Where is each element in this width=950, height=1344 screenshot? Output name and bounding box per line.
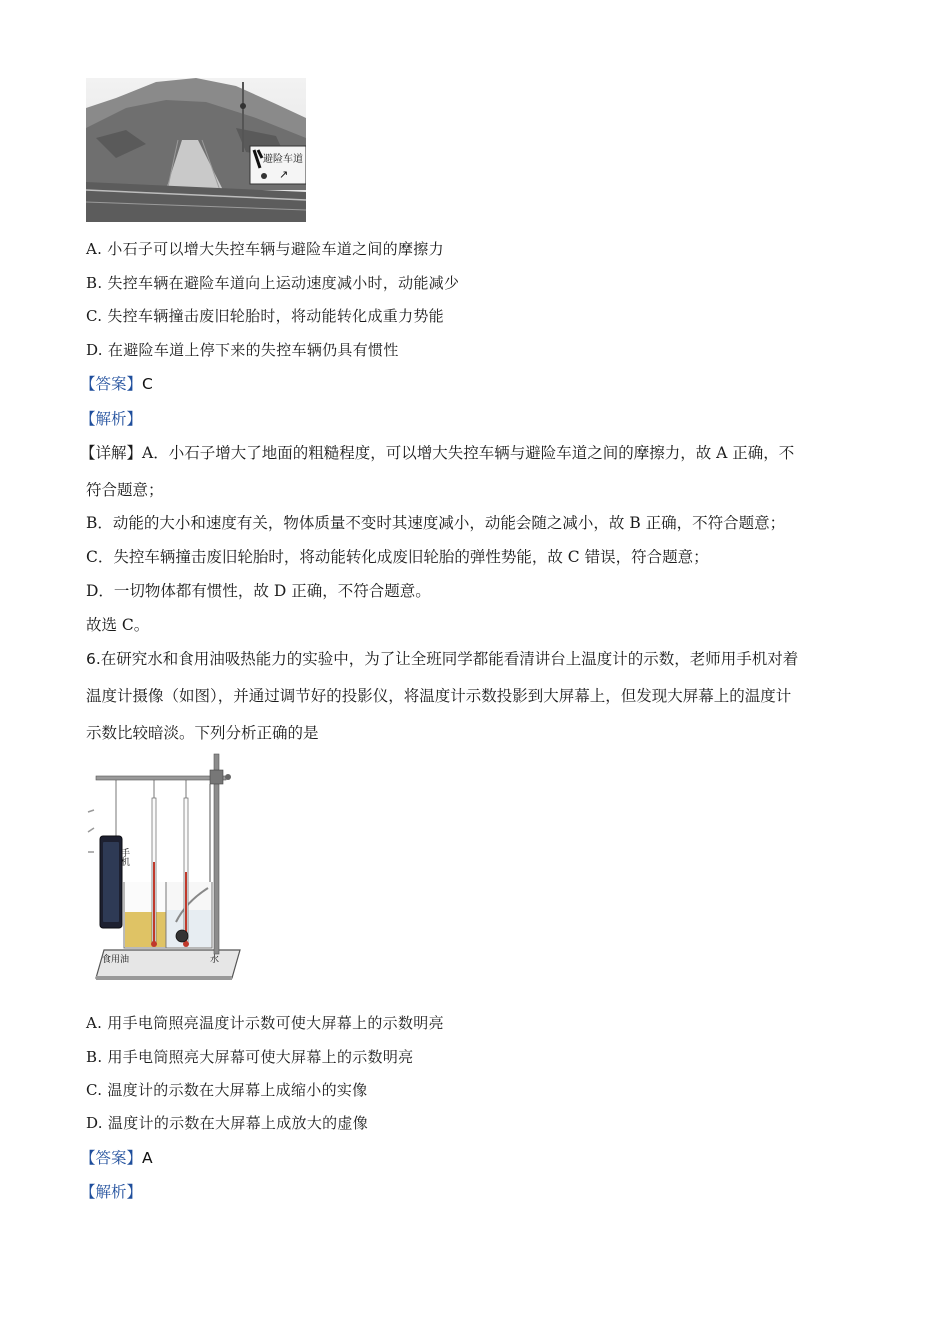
phone-label: 手机: [119, 848, 129, 866]
q6-analysis-tag: 【解析】: [80, 1183, 143, 1201]
oil-label: 食用油: [102, 955, 130, 965]
q5-option-d: D. 在避险车道上停下来的失控车辆仍具有惯性: [86, 341, 399, 359]
q5-conclusion: 故选 C。: [86, 616, 150, 634]
q5-detail-line-5: D．一切物体都有惯性，故 D 正确，不符合题意。: [86, 582, 431, 600]
q6-answer-line: [80, 1146, 153, 1168]
escape-ramp-photo: [86, 78, 306, 222]
q6-option-d: D. 温度计的示数在大屏幕上成放大的虚像: [86, 1114, 369, 1132]
q6-stem-line-2: 温度计摄像（如图），并通过调节好的投影仪，将温度计示数投影到大屏幕上，但发现大屏幕上的温度计: [86, 687, 792, 705]
answer-tag: 【答案】: [80, 1149, 143, 1167]
water-label: 水: [210, 955, 220, 965]
q5-detail-line-2: 符合题意；: [86, 481, 164, 499]
q5-option-b: B. 失控车辆在避险车道向上运动速度减小时，动能减少: [86, 274, 460, 292]
q5-detail-line-3: B．动能的大小和速度有关，物体质量不变时其速度减小，动能会随之减小，故 B 正确，不符合题意；: [86, 514, 786, 532]
q5-answer: C: [142, 375, 153, 393]
ramp-sign-arrow: ↗: [279, 168, 289, 181]
q6-option-a: A. 用手电筒照亮温度计示数可使大屏幕上的示数明亮: [86, 1014, 444, 1032]
q5-detail-line-4: C．失控车辆撞击废旧轮胎时，将动能转化成废旧轮胎的弹性势能，故 C 错误，符合题意；: [86, 548, 709, 566]
q6-answer: A: [142, 1149, 153, 1167]
detail-tag: 【详解】: [80, 444, 143, 462]
q5-detail-line-1: 【详解】A．小石子增大了地面的粗糙程度，可以增大失控车辆与避险车道之间的摩擦力，故 A 正确，不: [80, 444, 795, 462]
q5-answer-line: [80, 372, 153, 394]
answer-tag: 【答案】: [80, 375, 143, 393]
q5-option-a: A. 小石子可以增大失控车辆与避险车道之间的摩擦力: [86, 240, 444, 258]
q6-option-b: B. 用手电筒照亮大屏幕可使大屏幕上的示数明亮: [86, 1048, 414, 1066]
thermometer-apparatus-figure: [86, 752, 246, 984]
q6-stem-line-1: 6.在研究水和食用油吸热能力的实验中，为了让全班同学都能看清讲台上温度计的示数，老师用手机对着: [86, 650, 799, 668]
ramp-sign-text: 避险车道: [263, 154, 303, 165]
q5-analysis-tag: 【解析】: [80, 410, 143, 428]
q6-number: 6.: [86, 650, 101, 668]
q6-stem-line-3: 示数比较暗淡。下列分析正确的是: [86, 724, 319, 742]
q6-option-c: C. 温度计的示数在大屏幕上成缩小的实像: [86, 1081, 368, 1099]
q5-option-c: C. 失控车辆撞击废旧轮胎时，将动能转化成重力势能: [86, 307, 444, 325]
